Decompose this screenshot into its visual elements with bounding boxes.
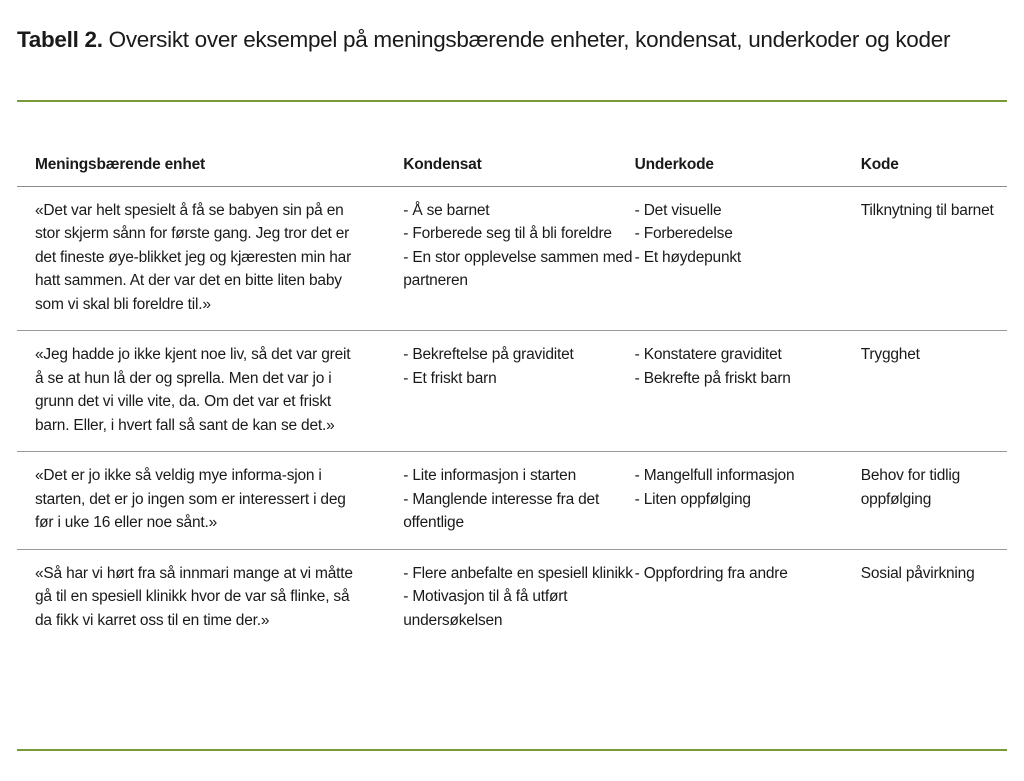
condensed-item: - Et friskt barn [403,369,497,387]
table-row [17,452,1007,550]
subcode-item: - Mangelfull informasjon [634,467,795,484]
table-row [17,331,1007,452]
meaning-unit-cell [17,186,403,331]
subcode-cell [635,331,861,452]
subcode-item: - Oppfordring fra andre [634,564,788,582]
meaning-unit-cell [17,331,403,452]
code-cell: Sosial påvirkning [860,564,975,582]
meaning-unit-text: «Det var helt spesielt å få se babyen sin på en stor skjerm sånn for første gang. Jeg tror det er det fineste øye-blikket jeg og kjæresten min har hatt sammen. At der var det en bitte liten baby som vi skal bli foreldre til.» [35,201,352,313]
header-meaning-unit: Meningsbærende enhet [35,156,205,173]
header-subcode: Underkode [634,156,714,173]
condensed-cell [403,452,634,550]
subcode-cell [635,186,861,331]
meaning-unit-text: «Det er jo ikke så veldig mye informa-sjon i starten, det er jo ingen som er interessert i deg før i uke 16 eller noe sånt.» [35,467,346,531]
condensed-cell [403,331,634,452]
table-row [17,549,1007,646]
meaning-unit-cell [17,452,403,550]
table-row [17,186,1007,331]
meaning-unit-cell [17,549,403,646]
table-caption [17,24,1007,55]
subcode-cell [635,549,861,646]
condensed-item: - Å se barnet [403,201,490,219]
condensed-item: - Flere anbefalte en spesiell klinikk [403,564,633,582]
condensed-cell [403,549,634,646]
table-header-row [17,145,1007,186]
condensed-item: - Manglende interesse fra det offentlige [403,490,600,531]
condensed-item: - Forberede seg til å bli foreldre [403,225,612,242]
condensed-cell [403,186,634,331]
subcode-item: - Liten oppfølging [634,490,751,508]
coding-table [17,145,1007,646]
subcode-cell [635,452,861,550]
meaning-unit-text: «Jeg hadde jo ikke kjent noe liv, så det var greit å se at hun lå der og sprella. Men det var jo i grunn det vi ville vite, da. Om det var et friskt barn. Eller, i hvert fall så sant de kan se det.» [35,346,351,434]
bottom-divider [17,749,1007,751]
header-code: Kode [860,156,899,173]
code-cell: Tilknytning til barnet [860,201,994,219]
subcode-item: - Forberedelse [634,225,733,242]
condensed-item: - Motivasjon til å få utført undersøkelsen [403,588,568,629]
caption-text: Oversikt over eksempel på meningsbærende enheter, kondensat, underkoder og koder [102,27,951,52]
header-condensed: Kondensat [403,156,482,173]
code-cell: Trygghet [860,346,920,363]
code-cell: Behov for tidlig oppfølging [860,467,961,508]
caption-label: Tabell 2. [17,27,103,52]
subcode-item: - Bekrefte på friskt barn [634,369,791,387]
condensed-item: - Bekreftelse på graviditet [403,346,574,363]
condensed-item: - Lite informasjon i starten [403,467,576,484]
subcode-item: - Det visuelle [634,201,722,219]
top-divider [17,100,1007,102]
subcode-item: - Et høydepunkt [634,248,742,266]
condensed-item: - En stor opplevelse sammen med partneren [403,248,633,289]
meaning-unit-text: «Så har vi hørt fra så innmari mange at vi måtte gå til en spesiell klinikk hvor de var så flinke, så da fikk vi karret oss til en time der.» [35,564,353,629]
subcode-item: - Konstatere graviditet [634,346,782,363]
